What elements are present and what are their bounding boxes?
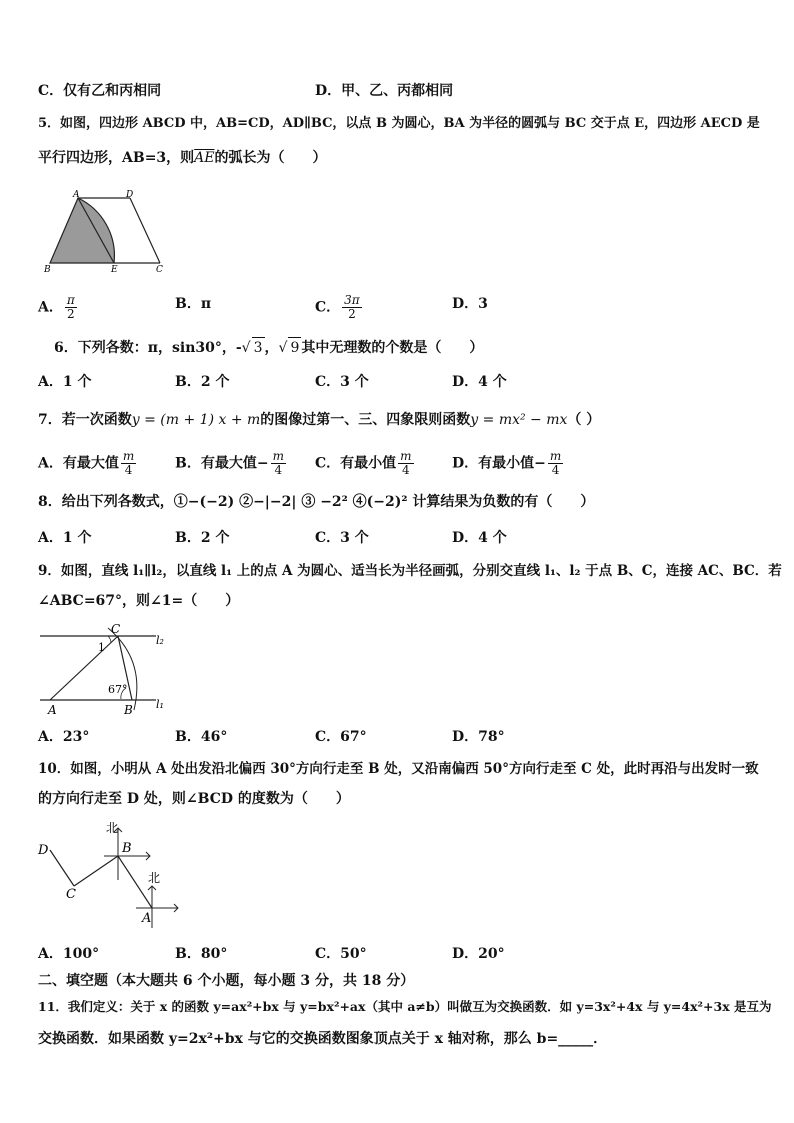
fig10-label-b: B	[122, 841, 132, 856]
q5-option-a: A． $\frac{\pi}{2}$	[38, 293, 75, 321]
q8-option-b: B．2 个	[175, 530, 230, 546]
q10-option-d: D．20°	[452, 946, 505, 962]
fig9-label-b: B	[124, 703, 133, 717]
fig5-label-a: A	[73, 190, 80, 200]
section-2-title: 二、填空题（本大题共 6 个小题，每小题 3 分，共 18 分）	[38, 973, 415, 989]
q9-stem-line2: ∠ABC=67°，则∠1=（ ）	[38, 593, 240, 609]
q8-stem: 8．给出下列各数式，①−(−2) ②−|−2| ③ −2² ④(−2)² 计算结果为负数的有（ ）	[38, 494, 595, 510]
q5-figure	[38, 188, 178, 276]
q6-option-b: B．2 个	[175, 374, 230, 390]
q10-stem-line2: 的方向行走至 D 处，则∠BCD 的度数为（ ）	[38, 791, 350, 807]
q10-option-a: A．100°	[38, 946, 100, 962]
q5-option-b: B．π	[175, 296, 212, 312]
q5-stem-line1: 5．如图，四边形 ABCD 中，AB=CD，AD∥BC，以点 B 为圆心，BA 为半径的圆弧与 BC 交于点 E，四边形 AECD 是	[38, 116, 760, 131]
fig5-label-e: E	[111, 265, 118, 275]
q6-option-d: D．4 个	[452, 374, 507, 390]
q5-stem-line2: 平行四边形，AB=3，则$\overline{AE}$的弧长为（ ）	[38, 150, 327, 166]
q11-stem-line1: 11．我们定义：关于 x 的函数 y=ax²+bx 与 y=bx²+ax（其中 a≠b）叫做互为交换函数．如 y=3x²+4x 与 y=4x²+3x 是互为	[38, 999, 772, 1014]
q8-option-a: A．1 个	[38, 530, 92, 546]
arc-ae-label: $\overline{AE}$	[194, 150, 215, 166]
fig10-label-d: D	[38, 843, 49, 858]
fig10-label-a: A	[142, 911, 152, 926]
q10-figure	[32, 816, 192, 932]
fig5-label-d: D	[126, 190, 134, 200]
q6-stem: 6．下列各数：π，sin30°，-√ 3 ，√ 9 其中无理数的个数是（ ）	[54, 337, 483, 358]
q10-option-b: B．80°	[175, 946, 228, 962]
q9-stem-line1: 9．如图，直线 l₁∥l₂，以直线 l₁ 上的点 A 为圆心、适当长为半径画弧，分别交直线 l₁、l₂ 于点 B、C，连接 AC、BC．若	[38, 563, 782, 579]
q6-option-c: C．3 个	[315, 374, 369, 390]
q9-figure	[38, 620, 178, 720]
q5-option-c: C． $\frac{3\pi}{2}$	[315, 293, 360, 321]
q10-option-c: C．50°	[315, 946, 367, 962]
q6-option-a: A．1 个	[38, 374, 92, 390]
fig10-label-north-b: 北	[106, 821, 119, 835]
q5-option-d: D．3	[452, 296, 488, 312]
fig5-label-b: B	[44, 265, 51, 275]
q4-option-c: C．仅有乙和丙相同	[38, 83, 162, 99]
q7-stem: 7．若一次函数y = (m + 1) x + m的图像过第一、三、四象限则函数y = mx² − mx（ ）	[38, 412, 601, 428]
q7-expr-linear: y = (m + 1) x + m	[131, 412, 261, 428]
fig10-label-c: C	[66, 887, 76, 902]
q9-option-a: A．23°	[38, 729, 90, 745]
q9-option-c: C．67°	[315, 729, 367, 745]
fig9-label-l2: l₂	[156, 634, 164, 647]
q11-stem-line2: 交换函数．如果函数 y=2x²+bx 与它的交换函数图象顶点关于 x 轴对称，那么 b=_____．	[38, 1031, 608, 1047]
q9-option-d: D．78°	[452, 729, 505, 745]
q7-option-a: A．有最大值 $\frac{m}{4}$	[38, 449, 135, 477]
fig9-label-l1: l₁	[156, 698, 164, 711]
q7-expr-quadratic: y = mx² − mx	[470, 412, 568, 428]
q7-option-d: D．有最小值− $\frac{m}{4}$	[452, 449, 562, 477]
fig10-label-north-a: 北	[148, 871, 161, 885]
q4-option-d: D．甲、乙、丙都相同	[315, 83, 454, 99]
q9-option-b: B．46°	[175, 729, 228, 745]
fig9-label-c: C	[111, 622, 121, 636]
q8-option-c: C．3 个	[315, 530, 369, 546]
q7-option-c: C．有最小值 $\frac{m}{4}$	[315, 449, 412, 477]
fig9-label-angle1: 1	[98, 641, 105, 654]
fig9-label-67: 67°	[108, 683, 128, 696]
q7-option-b: B．有最大值− $\frac{m}{4}$	[175, 449, 284, 477]
fig9-label-a: A	[48, 703, 57, 717]
q10-stem-line1: 10．如图，小明从 A 处出发沿北偏西 30°方向行走至 B 处，又沿南偏西 50°方向行走至 C 处，此时再沿与出发时一致	[38, 761, 759, 777]
q8-option-d: D．4 个	[452, 530, 507, 546]
fig5-label-c: C	[156, 265, 163, 275]
